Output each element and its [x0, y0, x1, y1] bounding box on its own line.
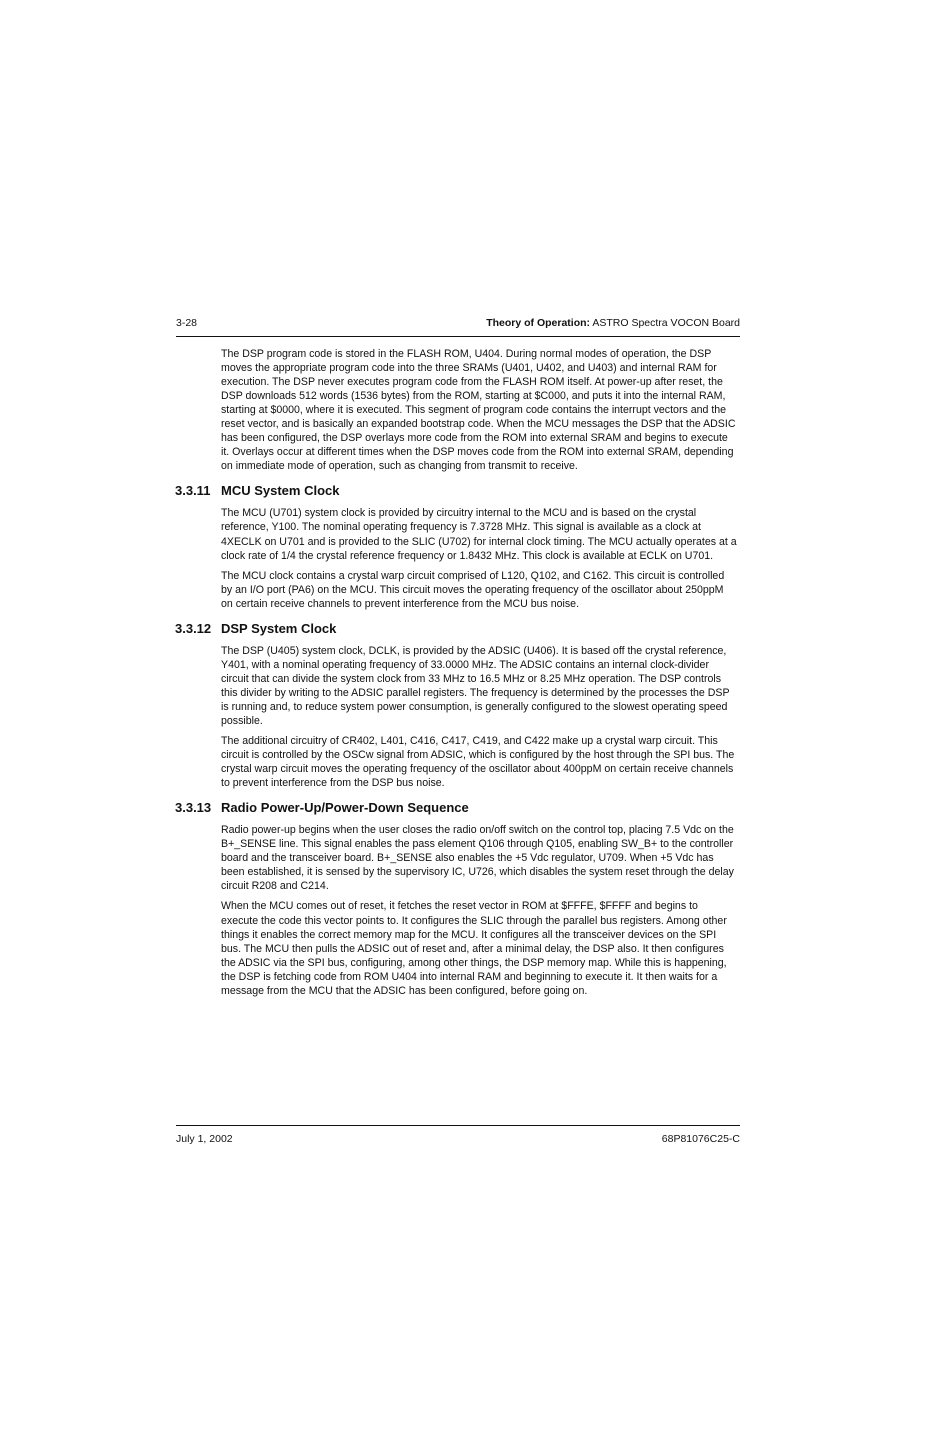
power-sequence-paragraph-1: Radio power-up begins when the user closes the radio on/off switch on the control top, placing 7.5 Vdc on the B+_SENSE line. This signal enables the pass element Q106 through Q105, enabling SW_B+ to the controller board and the transceiver board. B+_SENSE also enables the +5 Vdc regulator, U709. When +5 Vdc has been established, it is sensed by the supervisory IC, U726, which disables the system reset through the delay circuit R208 and C214.: [221, 824, 734, 893]
page-header: [176, 317, 740, 331]
running-title-rest: ASTRO Spectra VOCON Board: [590, 317, 740, 329]
section-number: 3.3.11: [175, 483, 211, 499]
footer-rule: [176, 1125, 740, 1126]
document-number: 68P81076C25-C: [661, 1133, 740, 1145]
dsp-clock-paragraph-1: The DSP (U405) system clock, DCLK, is provided by the ADSIC (U406). It is based off the crystal reference, Y401, with a nominal operating frequency of 33.0000 MHz. The ADSIC contains an internal clock-divider circuit that can divide the system clock from 33 MHz to 16.5 MHz or 8.25 MHz operation. The DSP controls this divider by writing to the ADSIC parallel registers. The frequency is determined by the processes the DSP is running and, to reduce system power consumption, is generally configured to the slowest operating speed possible.: [221, 644, 730, 727]
section-title: MCU System Clock: [221, 483, 340, 499]
header-rule: [176, 336, 740, 337]
running-title: [486, 317, 740, 329]
section-heading-dsp-clock: [176, 620, 740, 637]
section-title: Radio Power-Up/Power-Down Sequence: [221, 800, 469, 816]
dsp-clock-paragraph-2: The additional circuitry of CR402, L401, C416, C417, C419, and C422 make up a crystal warp circuit. This circuit is controlled by the OSCw signal from ADSIC, which is configured by the host through the SPI bus. The crystal warp circuit moves the operating frequency of the oscillator about 400ppM on certain receive channels to prevent interference from the DSP bus noise.: [221, 735, 735, 790]
section-heading-power-sequence: [176, 799, 740, 816]
section-title: DSP System Clock: [221, 620, 337, 636]
section-number: 3.3.12: [175, 620, 212, 636]
running-title-bold: Theory of Operation:: [486, 317, 591, 329]
mcu-clock-paragraph-2: The MCU clock contains a crystal warp circuit comprised of L120, Q102, and C162. This circuit is controlled by an I/O port (PA6) on the MCU. This circuit moves the operating frequency of the oscillator about 250ppM on certain receive channels to prevent interference from the MCU bus noise.: [221, 569, 725, 610]
intro-paragraph: The DSP program code is stored in the FLASH ROM, U404. During normal modes of operation, the DSP moves the appropriate program code into the three SRAMs (U401, U402, and U403) and internal RAM for execution. The DSP never executes program code from the FLASH ROM itself. At power-up after reset, the DSP downloads 512 words (1536 bytes) from the ROM, starting at $C000, and puts it into the internal RAM, starting at $0000, where it is executed. This segment of program code contains the interrupt vectors and the reset vector, and is basically an expanded bootstrap code. When the MCU messages the DSP that the ADSIC has been configured, the DSP overlays more code from the ROM into external SRAM and begins to execute it. Overlays occur at different times when the DSP moves code from the ROM into external SRAM, depending on immediate mode of operation, such as changing from transmit to receive.: [221, 348, 736, 473]
publication-date: July 1, 2002: [176, 1133, 233, 1145]
section-heading-mcu-clock: [176, 482, 740, 499]
page-content: [176, 347, 740, 1004]
section-number: 3.3.13: [175, 800, 212, 816]
page-number: 3-28: [176, 317, 198, 329]
mcu-clock-paragraph-1: The MCU (U701) system clock is provided by circuitry internal to the MCU and is based on the crystal reference, Y100. The nominal operating frequency is 7.3728 MHz. This signal is available as a clock at 4XECLK on U701 and is provided to the SLIC (U702) for internal clock timing. The MCU actually operates at a clock rate of 1/4 the crystal reference frequency or 1.8432 MHz. This clock is available at ECLK on U701.: [221, 507, 737, 562]
power-sequence-paragraph-2: When the MCU comes out of reset, it fetches the reset vector in ROM at $FFFE, $FFFF and begins to execute the code this vector points to. It configures the SLIC through the parallel bus registers. Among other things it enables the correct memory map for the MCU. It configures all the transceiver devices on the SPI bus. The MCU then pulls the ADSIC out of reset and, after a minimal delay, the DSP also. It then configures the ADSIC via the SPI bus, configuring, among other things, the DSP memory map. While this is happening, the DSP is fetching code from ROM U404 into internal RAM and beginning to execute it. It then waits for a message from the MCU that the ADSIC has been configured, before going on.: [221, 900, 727, 997]
